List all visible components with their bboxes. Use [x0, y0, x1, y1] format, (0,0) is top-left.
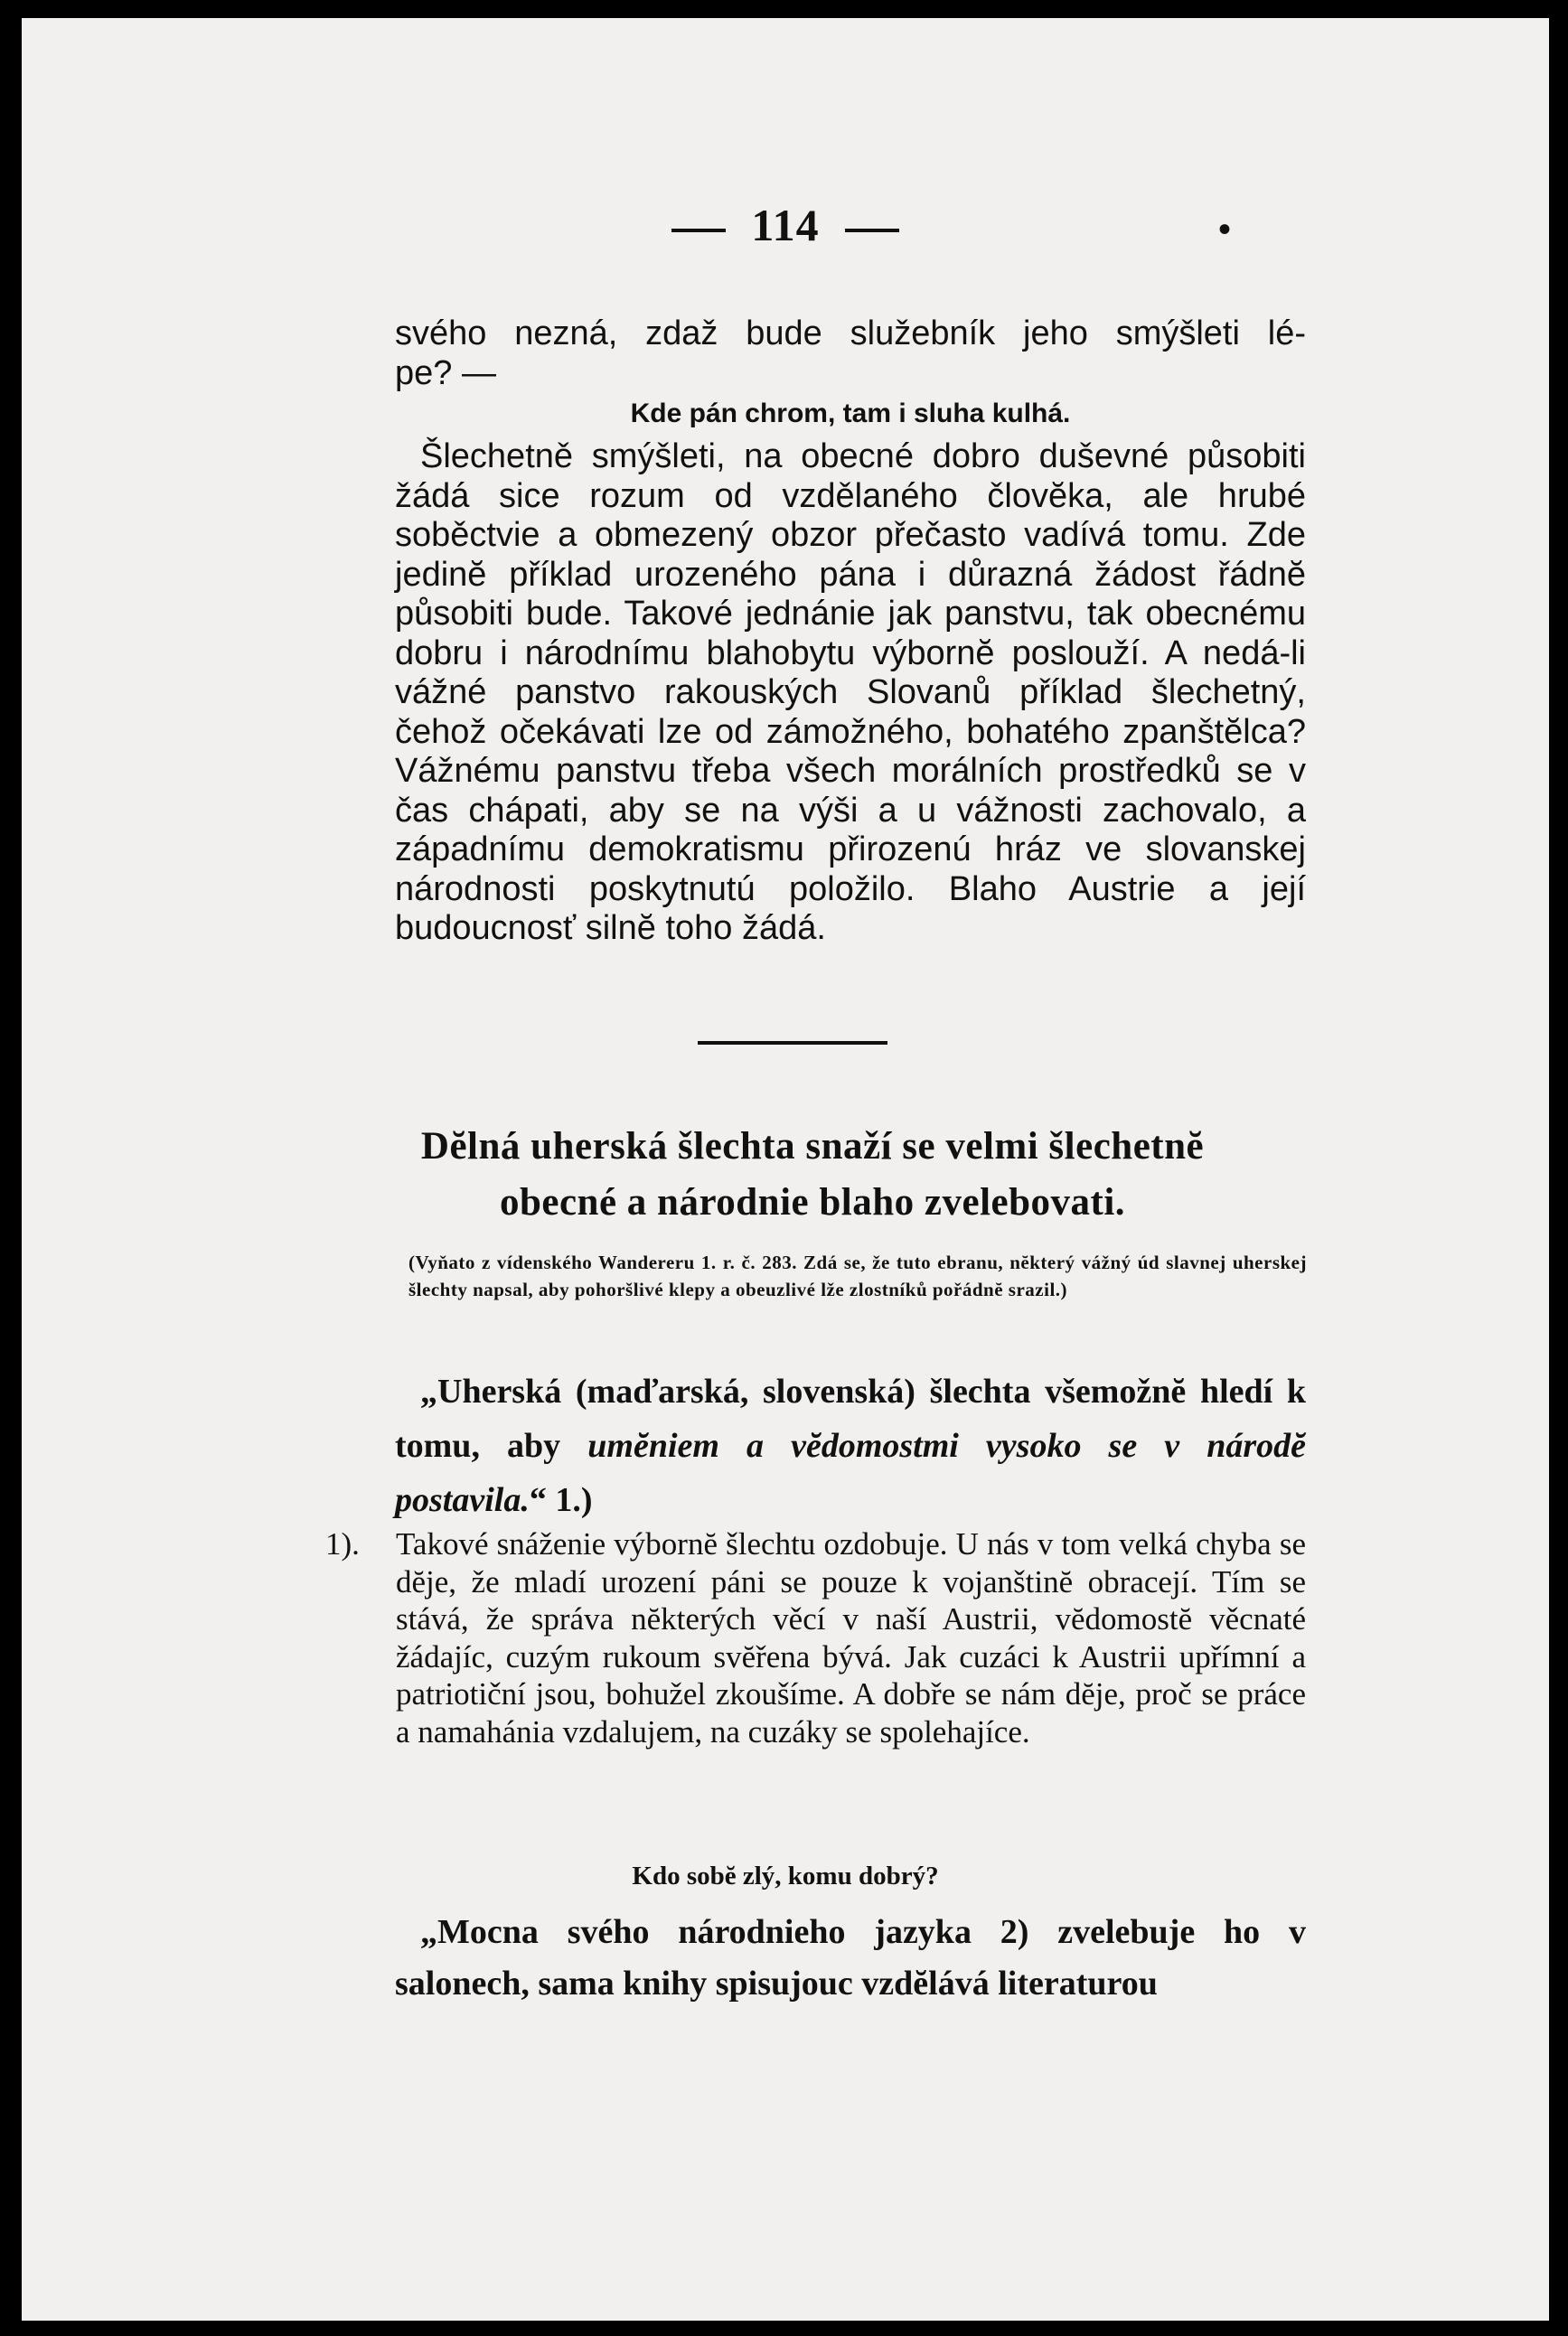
section-heading-line-2: obecné a národnie blaho zvelebovati.: [499, 1181, 1126, 1224]
footnote-1-body: [396, 1525, 1306, 1750]
section-heading: [311, 1119, 1314, 1231]
footnote-1-text: Takové snáženie výbornĕ šlechtu ozdobuje. U nás v tom velká chyba se dĕje, že mladí urození páni se pouze k vojanštinĕ obracejí. Tím se stává, že správa nĕkterých věcí v naší Austrii, vĕdomostĕ věcnaté žádajíc, cuzým rukoum svĕřena bývá. Jak cuzáci k Austrii upřímní a patriotiční jsou, bohužel zkoušíme. A dobře se nám dĕje, proč se práce a namahánia vzdalujem, na cuzáky se spolehajíce.: [396, 1526, 1306, 1750]
proverb-1: Kde pán chrom, tam i sluha kulhá.: [630, 399, 1071, 428]
header-dash-left: [671, 229, 726, 232]
quote-1: [395, 1365, 1306, 1527]
paragraph-1: [395, 437, 1306, 949]
quote-1-end: “ 1.): [529, 1481, 593, 1519]
intro-line-1: svého nezná, zdaž bude služebník jeho smýšleti lé-: [395, 314, 1306, 352]
quote-2-text: „Mocna svého národnieho jazyka 2) zvelebuje ho v salonech, sama knihy spisujouc vzdĕlává literaturou: [395, 1913, 1306, 2003]
quote-1-text: „Uherská (maďarská, slovenská) šlechta všemožnĕ hledí k tomu, aby: [395, 1373, 1306, 1465]
footnote-1-marker: 1).: [325, 1526, 360, 1562]
intro-text: [395, 314, 1306, 393]
header-dash-right: [845, 229, 899, 232]
page-number: 114: [751, 200, 820, 250]
section-heading-line-1: Dĕlná uherská šlechta snaží se velmi šlechetnĕ: [420, 1125, 1205, 1168]
footnote-1: [325, 1525, 1306, 1750]
intro-line-2: pe? —: [395, 353, 496, 392]
paragraph-1-text: Šlechetně smýšleti, na obecné dobro duševné působiti žádá sice rozum od vzdělaného človĕka, ale hrubé soběctvie a obmezený obzor přečasto vadívá tomu. Zde jedinĕ příklad urozeného pána i důrazná žádost řádnĕ působiti bude. Takové jednánie jak panstvu, tak obecnému dobru i národnímu blahobytu výbornĕ poslouží. A nedá-li vážné panstvo rakouských Slovanů příklad šlechetný, čehož očekávati lze od zámožného, bohatého zpanštĕlca? Vážnému panstvu třeba všech morálních prostředků se v čas chápati, aby se na výši a u vážnosti zachovalo, a západnímu demokratismu přirozenú hráz ve slovanskej národnosti poskytnutú položilo. Blaho Austrie a její budoucnosť silnĕ toho žádá.: [395, 437, 1306, 947]
printer-mark: •: [1218, 209, 1232, 249]
page-header: [22, 199, 1549, 251]
quote-1-emphasis: umĕniem a vĕdomostmi vysoko se v národĕ postavila.: [395, 1427, 1307, 1519]
source-note: (Vyňato z vídenského Wandereru 1. r. č. 283. Zdá se, že tuto ebranu, nĕkterý vážný úd slavnej uherskej šlechty napsal, aby pohoršlivé klepy a obeuzlivé lže zlostníků pořádnĕ srazil.): [408, 1252, 1307, 1300]
section-divider: [698, 1041, 887, 1045]
proverb-2: Kdo sobĕ zlý, komu dobrý?: [632, 1862, 939, 1890]
quote-2: [395, 1907, 1306, 2010]
book-page: [22, 18, 1549, 2321]
